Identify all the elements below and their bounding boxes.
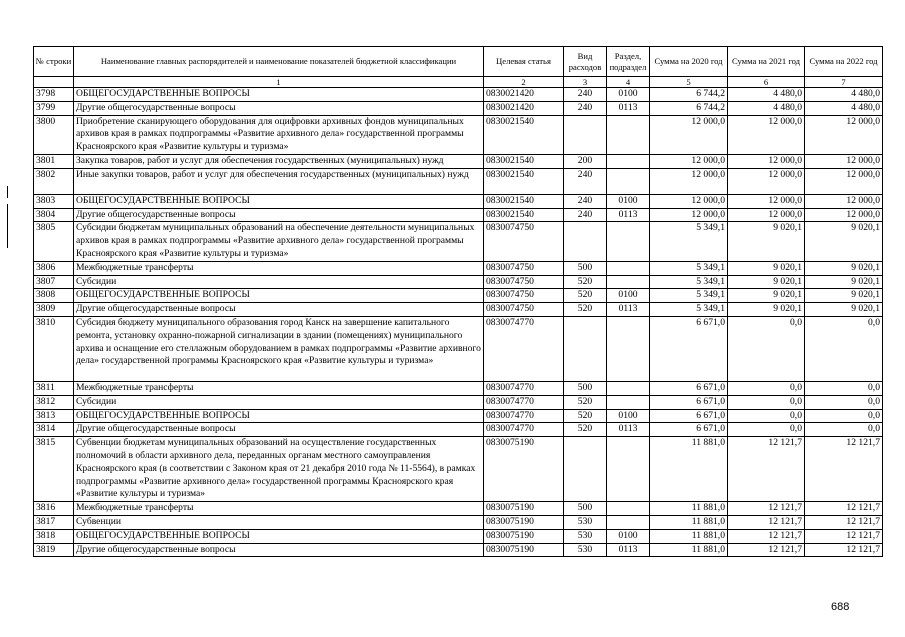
row-expense-type: 200 <box>564 154 607 168</box>
row-number: 3810 <box>34 316 74 381</box>
row-sum-2020: 6 671,0 <box>650 381 728 395</box>
table-row <box>34 194 883 208</box>
header-sum-2020: Сумма на 2020 год <box>650 47 728 77</box>
row-number: 3804 <box>34 208 74 222</box>
row-sum-2022: 9 020,1 <box>805 303 883 317</box>
row-name: Межбюджетные трансферты <box>74 381 484 395</box>
row-sum-2020: 11 881,0 <box>650 515 728 529</box>
row-name: Субсидии <box>74 275 484 289</box>
row-name: ОБЩЕГОСУДАРСТВЕННЫЕ ВОПРОСЫ <box>74 529 484 543</box>
row-name: Другие общегосударственные вопросы <box>74 208 484 222</box>
row-target-article: 0830021540 <box>484 154 564 168</box>
row-target-article: 0830021540 <box>484 115 564 154</box>
row-target-article: 0830074750 <box>484 289 564 303</box>
row-sum-2022: 0,0 <box>805 409 883 423</box>
row-name: Другие общегосударственные вопросы <box>74 423 484 437</box>
row-target-article: 0830074770 <box>484 409 564 423</box>
row-name: Приобретение сканирующего оборудования для оцифровки архивных фондов муниципальных архивов края в рамках подпрограммы «Развитие архивного дела» государственной программы Красноярского края «Развитие культуры и туризма» <box>74 115 484 154</box>
row-expense-type <box>564 316 607 381</box>
row-number: 3805 <box>34 222 74 261</box>
table-row <box>34 168 883 194</box>
row-number: 3803 <box>34 194 74 208</box>
row-expense-type: 500 <box>564 261 607 275</box>
margin-mark <box>7 186 8 198</box>
row-target-article: 0830074770 <box>484 381 564 395</box>
row-expense-type: 520 <box>564 395 607 409</box>
row-sum-2020: 11 881,0 <box>650 543 728 557</box>
row-target-article: 0830074750 <box>484 275 564 289</box>
row-sum-2020: 5 349,1 <box>650 222 728 261</box>
row-sum-2021: 12 121,7 <box>728 529 805 543</box>
table-row <box>34 529 883 543</box>
row-section <box>607 502 650 516</box>
header-target: Целевая статья <box>484 47 564 77</box>
row-sum-2022: 0,0 <box>805 316 883 381</box>
row-target-article: 0830075190 <box>484 502 564 516</box>
row-sum-2021: 0,0 <box>728 316 805 381</box>
table-row <box>34 222 883 261</box>
row-section <box>607 222 650 261</box>
row-section <box>607 316 650 381</box>
row-sum-2022: 0,0 <box>805 381 883 395</box>
table-row <box>34 303 883 317</box>
row-sum-2020: 5 349,1 <box>650 261 728 275</box>
row-sum-2022: 4 480,0 <box>805 101 883 115</box>
row-name: ОБЩЕГОСУДАРСТВЕННЫЕ ВОПРОСЫ <box>74 194 484 208</box>
row-sum-2022: 9 020,1 <box>805 275 883 289</box>
row-number: 3807 <box>34 275 74 289</box>
column-number-5: 5 <box>650 77 728 88</box>
row-section: 0100 <box>607 409 650 423</box>
row-number: 3808 <box>34 289 74 303</box>
row-sum-2021: 12 000,0 <box>728 208 805 222</box>
row-sum-2022: 12 000,0 <box>805 194 883 208</box>
row-number: 3809 <box>34 303 74 317</box>
row-sum-2021: 9 020,1 <box>728 303 805 317</box>
row-name: ОБЩЕГОСУДАРСТВЕННЫЕ ВОПРОСЫ <box>74 88 484 102</box>
row-expense-type: 240 <box>564 101 607 115</box>
row-name: Закупка товаров, работ и услуг для обеспечения государственных (муниципальных) нужд <box>74 154 484 168</box>
row-expense-type: 500 <box>564 381 607 395</box>
row-number: 3799 <box>34 101 74 115</box>
row-number: 3798 <box>34 88 74 102</box>
table-row <box>34 275 883 289</box>
table-row <box>34 261 883 275</box>
header-name: Наименование главных распорядителей и наименование показателей бюджетной классификации <box>74 47 484 77</box>
row-sum-2020: 12 000,0 <box>650 208 728 222</box>
row-target-article: 0830021540 <box>484 208 564 222</box>
row-name: Субсидии бюджетам муниципальных образований на обеспечение деятельности муниципальных архивов края в рамках подпрограммы «Развитие архивного дела» государственной программы Красноярского края «Развитие культуры и туризма» <box>74 222 484 261</box>
row-number: 3812 <box>34 395 74 409</box>
table-row <box>34 154 883 168</box>
header-type: Вид расходов <box>564 47 607 77</box>
row-expense-type <box>564 222 607 261</box>
table-row <box>34 502 883 516</box>
row-sum-2021: 0,0 <box>728 409 805 423</box>
row-section: 0100 <box>607 529 650 543</box>
row-target-article: 0830075190 <box>484 515 564 529</box>
header-row <box>34 47 883 77</box>
row-sum-2022: 9 020,1 <box>805 222 883 261</box>
row-number: 3813 <box>34 409 74 423</box>
row-sum-2020: 6 671,0 <box>650 395 728 409</box>
row-name: ОБЩЕГОСУДАРСТВЕННЫЕ ВОПРОСЫ <box>74 289 484 303</box>
row-name: Другие общегосударственные вопросы <box>74 543 484 557</box>
table-row <box>34 437 883 502</box>
row-section <box>607 154 650 168</box>
column-number-1 <box>34 77 74 88</box>
row-expense-type: 530 <box>564 529 607 543</box>
column-number-7: 7 <box>805 77 883 88</box>
row-sum-2020: 5 349,1 <box>650 303 728 317</box>
row-section <box>607 115 650 154</box>
row-sum-2020: 12 000,0 <box>650 194 728 208</box>
row-sum-2020: 6 744,2 <box>650 88 728 102</box>
row-sum-2022: 12 121,7 <box>805 529 883 543</box>
row-number: 3801 <box>34 154 74 168</box>
row-sum-2020: 6 744,2 <box>650 101 728 115</box>
row-expense-type <box>564 115 607 154</box>
row-sum-2021: 12 121,7 <box>728 543 805 557</box>
row-sum-2022: 0,0 <box>805 423 883 437</box>
row-target-article: 0830074770 <box>484 423 564 437</box>
row-sum-2021: 12 121,7 <box>728 437 805 502</box>
row-sum-2021: 12 000,0 <box>728 154 805 168</box>
row-expense-type <box>564 437 607 502</box>
row-sum-2021: 9 020,1 <box>728 261 805 275</box>
row-expense-type: 240 <box>564 88 607 102</box>
column-number-2: 2 <box>484 77 564 88</box>
row-section <box>607 275 650 289</box>
row-section <box>607 515 650 529</box>
row-section: 0100 <box>607 194 650 208</box>
row-expense-type: 520 <box>564 275 607 289</box>
row-expense-type: 520 <box>564 289 607 303</box>
row-sum-2022: 4 480,0 <box>805 88 883 102</box>
column-number-4: 4 <box>607 77 650 88</box>
row-target-article: 0830021540 <box>484 168 564 194</box>
row-name: Другие общегосударственные вопросы <box>74 303 484 317</box>
row-name: Межбюджетные трансферты <box>74 502 484 516</box>
row-sum-2022: 9 020,1 <box>805 261 883 275</box>
row-number: 3819 <box>34 543 74 557</box>
row-section <box>607 261 650 275</box>
row-sum-2022: 12 121,7 <box>805 437 883 502</box>
row-expense-type: 530 <box>564 543 607 557</box>
row-sum-2020: 5 349,1 <box>650 275 728 289</box>
row-expense-type: 520 <box>564 423 607 437</box>
table-row <box>34 208 883 222</box>
row-name: ОБЩЕГОСУДАРСТВЕННЫЕ ВОПРОСЫ <box>74 409 484 423</box>
row-sum-2021: 9 020,1 <box>728 289 805 303</box>
budget-table <box>33 46 883 557</box>
column-number-row <box>34 77 883 88</box>
row-sum-2020: 11 881,0 <box>650 529 728 543</box>
row-number: 3802 <box>34 168 74 194</box>
row-sum-2022: 12 121,7 <box>805 543 883 557</box>
row-sum-2022: 12 000,0 <box>805 208 883 222</box>
table-row <box>34 88 883 102</box>
row-number: 3814 <box>34 423 74 437</box>
row-sum-2020: 5 349,1 <box>650 289 728 303</box>
row-sum-2021: 12 121,7 <box>728 515 805 529</box>
row-name: Другие общегосударственные вопросы <box>74 101 484 115</box>
row-sum-2020: 6 671,0 <box>650 409 728 423</box>
row-sum-2021: 9 020,1 <box>728 275 805 289</box>
row-number: 3800 <box>34 115 74 154</box>
row-number: 3811 <box>34 381 74 395</box>
header-sum-2021: Сумма на 2021 год <box>728 47 805 77</box>
table-row <box>34 101 883 115</box>
row-number: 3815 <box>34 437 74 502</box>
row-sum-2020: 11 881,0 <box>650 502 728 516</box>
row-sum-2022: 12 000,0 <box>805 168 883 194</box>
row-section <box>607 395 650 409</box>
row-target-article: 0830021540 <box>484 194 564 208</box>
table-row <box>34 316 883 381</box>
row-sum-2020: 6 671,0 <box>650 423 728 437</box>
table-row <box>34 543 883 557</box>
row-sum-2021: 0,0 <box>728 423 805 437</box>
row-target-article: 0830074750 <box>484 222 564 261</box>
header-section: Раздел, подраздел <box>607 47 650 77</box>
row-sum-2020: 12 000,0 <box>650 154 728 168</box>
row-name: Субвенции <box>74 515 484 529</box>
row-section: 0100 <box>607 289 650 303</box>
row-sum-2021: 4 480,0 <box>728 101 805 115</box>
row-sum-2020: 6 671,0 <box>650 316 728 381</box>
row-target-article: 0830074750 <box>484 261 564 275</box>
page-number: 688 <box>831 601 850 613</box>
column-number-1: 1 <box>74 77 484 88</box>
row-section <box>607 437 650 502</box>
table-row <box>34 289 883 303</box>
row-sum-2020: 11 881,0 <box>650 437 728 502</box>
column-number-3: 3 <box>564 77 607 88</box>
row-sum-2022: 12 000,0 <box>805 115 883 154</box>
row-expense-type: 240 <box>564 208 607 222</box>
row-sum-2021: 0,0 <box>728 395 805 409</box>
row-number: 3806 <box>34 261 74 275</box>
row-name: Субсидии <box>74 395 484 409</box>
row-sum-2021: 0,0 <box>728 381 805 395</box>
row-sum-2021: 12 000,0 <box>728 194 805 208</box>
row-number: 3816 <box>34 502 74 516</box>
row-section: 0113 <box>607 543 650 557</box>
header-row-no: № строки <box>34 47 74 77</box>
table-row <box>34 423 883 437</box>
table-row <box>34 381 883 395</box>
row-sum-2020: 12 000,0 <box>650 115 728 154</box>
row-sum-2021: 12 000,0 <box>728 168 805 194</box>
row-sum-2020: 12 000,0 <box>650 168 728 194</box>
row-name: Субсидия бюджету муниципального образования город Канск на завершение капитального ремонта, установку охранно-пожарной сигнализации в здании (помещениях) муниципального архива и оснащение его стеллажным оборудованием в рамках подпрограммы «Развитие архивного дела» государственной программы Красноярского края «Развитие культуры и туризма» <box>74 316 484 381</box>
row-name: Субвенции бюджетам муниципальных образований на осуществление государственных полномочий в области архивного дела, переданных органам местного самоуправления Красноярского края (в соответствии с Законом края от 21 декабря 2010 года № 11-5564), в рамках подпрограммы «Развитие архивного дела» государственной программы Красноярского края «Развитие культуры и туризма» <box>74 437 484 502</box>
table-row <box>34 395 883 409</box>
row-expense-type: 520 <box>564 409 607 423</box>
header-sum-2022: Сумма на 2022 год <box>805 47 883 77</box>
table-row <box>34 115 883 154</box>
row-expense-type: 240 <box>564 194 607 208</box>
row-name: Межбюджетные трансферты <box>74 261 484 275</box>
row-section <box>607 168 650 194</box>
row-target-article: 0830074770 <box>484 395 564 409</box>
row-target-article: 0830074770 <box>484 316 564 381</box>
table-row <box>34 515 883 529</box>
row-sum-2022: 12 121,7 <box>805 515 883 529</box>
row-section: 0100 <box>607 88 650 102</box>
row-expense-type: 500 <box>564 502 607 516</box>
row-target-article: 0830021420 <box>484 101 564 115</box>
row-section: 0113 <box>607 303 650 317</box>
row-sum-2022: 12 121,7 <box>805 502 883 516</box>
row-sum-2021: 4 480,0 <box>728 88 805 102</box>
column-number-6: 6 <box>728 77 805 88</box>
row-target-article: 0830075190 <box>484 437 564 502</box>
table-body <box>34 88 883 557</box>
row-number: 3818 <box>34 529 74 543</box>
row-target-article: 0830075190 <box>484 543 564 557</box>
row-expense-type: 520 <box>564 303 607 317</box>
row-sum-2021: 12 000,0 <box>728 115 805 154</box>
row-expense-type: 240 <box>564 168 607 194</box>
row-target-article: 0830075190 <box>484 529 564 543</box>
row-target-article: 0830021420 <box>484 88 564 102</box>
row-section: 0113 <box>607 208 650 222</box>
row-sum-2021: 9 020,1 <box>728 222 805 261</box>
row-section: 0113 <box>607 423 650 437</box>
row-expense-type: 530 <box>564 515 607 529</box>
row-sum-2022: 9 020,1 <box>805 289 883 303</box>
row-section: 0113 <box>607 101 650 115</box>
row-sum-2022: 12 000,0 <box>805 154 883 168</box>
row-sum-2022: 0,0 <box>805 395 883 409</box>
row-sum-2021: 12 121,7 <box>728 502 805 516</box>
row-number: 3817 <box>34 515 74 529</box>
row-name: Иные закупки товаров, работ и услуг для обеспечения государственных (муниципальных) нужд <box>74 168 484 194</box>
margin-mark <box>7 204 8 248</box>
row-target-article: 0830074750 <box>484 303 564 317</box>
table-row <box>34 409 883 423</box>
row-section <box>607 381 650 395</box>
